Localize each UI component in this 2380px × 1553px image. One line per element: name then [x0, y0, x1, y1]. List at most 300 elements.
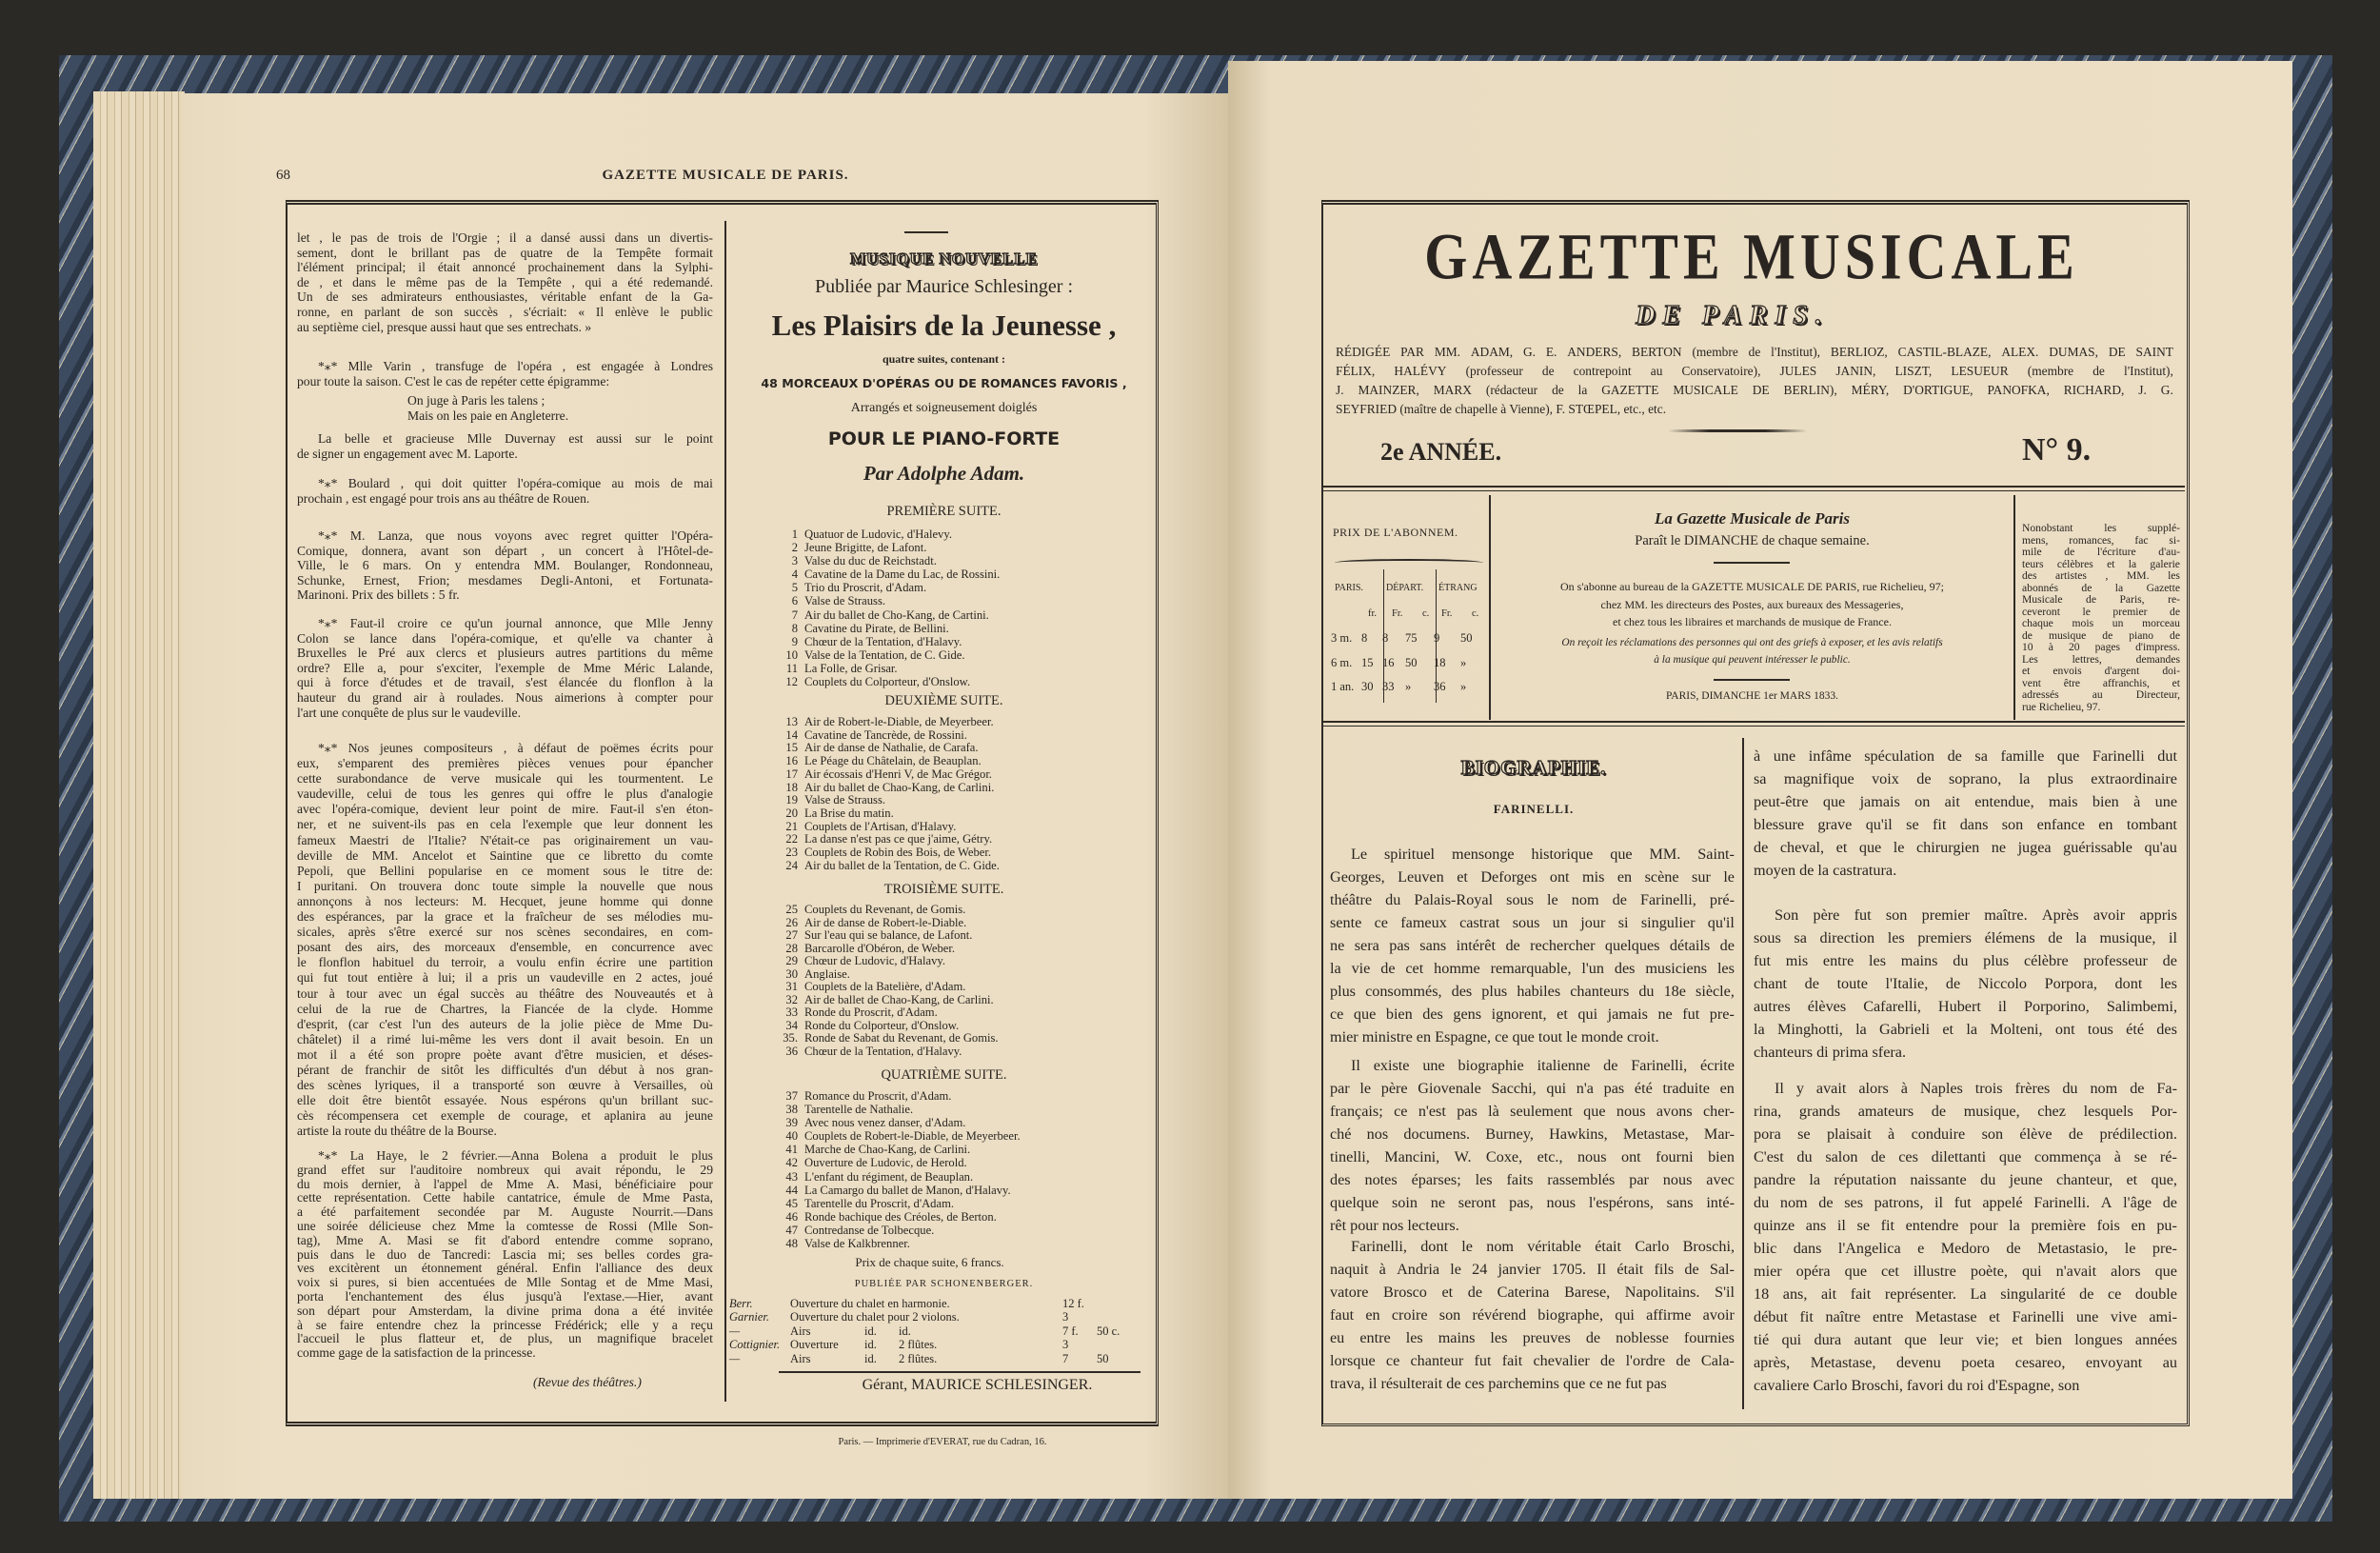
price-cell: 3 m.: [1331, 631, 1353, 645]
text-line: *⁎* Nos jeunes compositeurs , à défaut de poëmes écrits pour: [318, 741, 713, 755]
text-line: Marinoni. Prix des billets : 5 fr.: [297, 587, 460, 603]
text-line: mier opéra que cet illustre poète, qui n'avait alors que: [1754, 1263, 2177, 1280]
text-line: l'élément principal; il était annoncé prochainement dans la Sylphi-: [297, 260, 713, 275]
masthead-subtitle: DE PARIS.: [1636, 301, 1830, 330]
suite-list: [779, 716, 1150, 872]
list-item: [779, 860, 1150, 873]
bio-subject: FARINELLI.: [1493, 802, 1575, 816]
text-line: mot il a été son propre poète avant d'être musicien, et déses-: [297, 1046, 713, 1062]
suite-heading: DEUXIÈME SUITE.: [884, 693, 1003, 708]
column-header: DÉPART.: [1386, 583, 1424, 593]
price-cell: »: [1460, 656, 1467, 669]
list-item: [779, 917, 1150, 930]
text-line: à une infâme spéculation de sa famille que Farinelli dut: [1754, 747, 2177, 765]
list-item: [779, 1184, 1150, 1197]
column-header: ÉTRANG: [1438, 583, 1478, 593]
text-line: ordre? Elle a, pour s'exciter, l'exemple de Mme Méric Lalande,: [297, 660, 713, 675]
id2-cell: id.: [899, 1324, 911, 1338]
advert-publisher: Publiée par Maurice Schlesinger :: [814, 276, 1074, 297]
subscription-rule: [1323, 721, 2185, 727]
advert-contents: 48 MORCEAUX D'OPÉRAS OU DE ROMANCES FAVORIS ,: [761, 376, 1127, 390]
item-number: 5: [791, 581, 798, 595]
text-line: au septième ciel, presque aussi haut que ses entrechats. »: [297, 319, 592, 334]
list-item: [779, 581, 1150, 594]
list-item: [779, 904, 1150, 917]
bio-paragraph: [1330, 1235, 1735, 1395]
text-line: sente ce fameux castrat sous un jour si singulier qu'il: [1330, 914, 1735, 931]
price-cell: 12 f.: [1062, 1297, 1084, 1310]
text-line: Colon se lance dans l'opéra-comique, et qu'elle va chanter à: [297, 630, 713, 646]
work-cell: Ouverture du chalet en harmonie.: [790, 1297, 950, 1310]
list-item: [779, 782, 1150, 795]
price-cell: 3: [1062, 1310, 1069, 1324]
text-line: annonçons à nos lecteurs: M. Hecquet, jeune homme qui donne: [297, 893, 713, 908]
list-item: [779, 729, 1150, 743]
author-cell: Berr.: [729, 1297, 753, 1310]
text-line: tié qui dura autant que leur vie; et bien longues années: [1754, 1331, 2177, 1348]
list-item: [779, 594, 1150, 607]
price-cell: 6 m.: [1331, 656, 1353, 669]
price-cell: 18: [1434, 656, 1446, 669]
text-line: Il y avait alors à Naples trois frères du nom de Fa-: [1775, 1080, 2177, 1097]
suite-list: [779, 1089, 1150, 1250]
price-cell: 30: [1361, 680, 1374, 693]
price-cell: 7: [1062, 1352, 1069, 1365]
item-number: 39: [785, 1116, 798, 1130]
list-item: [779, 742, 1150, 755]
item-title: Valse du duc de Reichstadt.: [804, 554, 937, 568]
manager-signature: Gérant, MAURICE SCHLESINGER.: [862, 1377, 1093, 1393]
text-line: chanteurs di prima sfera.: [1754, 1044, 1907, 1061]
text-line: vatore Brosco et de Caterina Barese, Napolitains. S'il: [1330, 1284, 1735, 1301]
text-line: J. MAINZER, MARX (rédacteur de la GAZETTE MUSICALE DE BERLIN), MÉRY, D'ORTIGUE, PANOFKA, RICHARD, J. G.: [1336, 383, 2173, 397]
item-number: 9: [791, 634, 798, 648]
text-line: châtelet) il a rimé lui-même les vers dont il avait besoin. En un: [297, 1031, 713, 1046]
item-title: Marche de Chao-Kang, de Carlini.: [804, 1143, 971, 1157]
item-number: 40: [785, 1129, 798, 1144]
item-number: 25: [785, 903, 798, 916]
section-heading: BIOGRAPHIE.: [1460, 756, 1607, 779]
text-line: mier ministre en Espagne, ce que tout le monde croit.: [1330, 1028, 1659, 1045]
item-title: Avec nous venez danser, d'Adam.: [804, 1116, 966, 1130]
text-line: 18 ans, ait fait représenter. La singularité de ce double: [1754, 1285, 2177, 1303]
masthead-ornament: [1668, 429, 1807, 432]
item-title: Couplets de l'Artisan, d'Halavy.: [804, 819, 957, 833]
item-number: 33: [785, 1005, 798, 1019]
text-line: cès récompensera cet exemple de courage, et aplanira au jeune: [297, 1108, 713, 1124]
text-line: celui de la rue de Chartres, la Fiancée de la clyde. Homme: [297, 1001, 713, 1016]
cents-cell: 50 c.: [1097, 1324, 1121, 1338]
text-line: naquit à Andria le 24 janvier 1705. Il était fils de Sal-: [1330, 1261, 1735, 1278]
text-line: a été parfaitement secondée par M. Auguste Nourrit.—Dans: [297, 1205, 713, 1220]
item-title: Air de danse de Robert-le-Diable.: [804, 915, 967, 929]
text-line: hauteur du grand air à roulades. Nous aimerions à compter pour: [297, 689, 713, 705]
text-line: chez MM. les directeurs des Postes, aux bureaux des Messageries,: [1600, 597, 1904, 611]
price-cell: 33: [1382, 680, 1395, 693]
list-item: [779, 1116, 1150, 1129]
text-line: de musique de piano de: [2022, 628, 2180, 642]
suite-heading: TROISIÈME SUITE.: [883, 882, 1004, 897]
list-item: [779, 635, 1150, 648]
text-line: Le spirituel mensonge historique que MM. Saint-: [1351, 846, 1735, 863]
item-title: Chœur de Ludovic, d'Halavy.: [804, 954, 945, 967]
item-number: 34: [785, 1018, 798, 1032]
price-note: Prix de chaque suite, 6 francs.: [855, 1255, 1004, 1269]
advert-instrument: POUR LE PIANO-FORTE: [827, 428, 1061, 449]
page-stack-edge: [93, 91, 185, 1499]
text-line: le flonflon habituel du terroir, a voulu enfin écrire une partition: [297, 955, 713, 970]
text-line: l'art une conquête de plus sur le vaudeville.: [297, 705, 521, 720]
advert-top-rule: [904, 231, 948, 233]
item-title: Cavatine de Tancrède, de Rossini.: [804, 727, 967, 742]
text-line: quelque soin ne seront pas, nous l'espérons, sans inté-: [1330, 1194, 1735, 1211]
item-title: Air de danse de Nathalie, de Carafa.: [804, 741, 979, 755]
item-number: 46: [785, 1209, 798, 1224]
text-line: ves excitèrent un étonnement général. Enfin l'alliance des deux: [297, 1261, 713, 1276]
text-line: Georges, Leuven et Deforges ont mis en scène sur le: [1330, 868, 1735, 886]
item-number: 6: [791, 594, 798, 608]
notice-ornament: [1714, 562, 1790, 564]
list-item: [779, 1129, 1150, 1143]
item-number: 30: [785, 966, 798, 981]
price-cell: 16: [1382, 656, 1395, 669]
suite-list: [779, 904, 1150, 1058]
news-paragraph: [297, 476, 713, 506]
text-line: sement, dont le brillant pas de quatre de la Tempête formait: [297, 245, 713, 260]
text-line: RÉDIGÉE PAR MM. ADAM, G. E. ANDERS, BERTON (membre de l'Institut), BERLIOZ, CASTIL-BLAZE, ALEX. DUMAS, DE SAINT: [1336, 345, 2173, 359]
list-item: [779, 1170, 1150, 1184]
table-row: [729, 1310, 1148, 1324]
item-title: Quatuor de Ludovic, d'Halevy.: [804, 528, 952, 541]
list-item: [779, 929, 1150, 943]
item-title: Couplets du Colporteur, d'Onslow.: [804, 675, 971, 689]
text-line: prochain , est engagé pour trois ans au théâtre de Rouen.: [297, 490, 590, 506]
item-title: Tarentelle du Proscrit, d'Adam.: [804, 1196, 955, 1210]
text-line: qui à force d'études et de travail, s'est élancée du flonflon à la: [297, 675, 713, 690]
price-cell: 7 f.: [1062, 1324, 1079, 1338]
id2-cell: 2 flûtes.: [899, 1352, 938, 1365]
list-item: [779, 528, 1150, 541]
text-line: rina, grands amateurs de musique, chez lesquels Por-: [1754, 1103, 2177, 1120]
editors-list: [1336, 343, 2173, 419]
item-number: 7: [791, 607, 798, 622]
table-row: [1331, 631, 1487, 647]
item-title: La Camargo du ballet de Manon, d'Halavy.: [804, 1183, 1011, 1197]
author-cell: —: [729, 1324, 741, 1338]
text-line: une soirée délicieuse chez Mme la comtesse de Rossi (Mlle Son-: [297, 1218, 713, 1233]
list-item: [779, 1006, 1150, 1020]
price-cell: 36: [1434, 680, 1446, 693]
item-title: Air écossais d'Henri V, de Mac Grégor.: [804, 767, 992, 781]
text-line: plus consommés, des plus habiles chanteurs du 18e siècle,: [1330, 983, 1735, 1000]
list-item: [779, 608, 1150, 622]
text-line: Farinelli, dont le nom véritable était Carlo Broschi,: [1351, 1238, 1735, 1255]
side-note: [2022, 523, 2180, 713]
item-number: 29: [785, 954, 798, 967]
item-title: Cavatine de la Dame du Lac, de Rossini.: [804, 567, 1001, 582]
text-line: Son père fut son premier maître. Après avoir appris: [1775, 906, 2177, 924]
item-number: 44: [785, 1183, 798, 1197]
text-line: adressés au Directeur,: [2022, 688, 2180, 701]
item-number: 32: [785, 992, 798, 1006]
text-line: ne sera pas sans intérêt de rechercher quelques détails de: [1330, 937, 1735, 954]
item-number: 43: [785, 1169, 798, 1184]
text-line: tinelli, Mancini, W. Coxe, etc., nous ont fourni bien: [1330, 1148, 1735, 1165]
text-line: vent être affranchis, et: [2022, 676, 2180, 689]
item-title: Air du ballet de Chao-Kang, de Carlini.: [804, 780, 995, 794]
masthead-rule: [1323, 486, 2185, 491]
text-line: I puritani. On trouvera donc toute simple la nouvelle que nous: [297, 878, 713, 893]
id1-cell: id.: [864, 1338, 877, 1351]
advert-bottom-rule: [779, 1371, 1140, 1373]
bio-paragraph: [1330, 1054, 1735, 1237]
id1-cell: id.: [864, 1352, 877, 1365]
imprint: Paris. — Imprimerie d'EVERAT, rue du Cadran, 16.: [838, 1437, 1047, 1447]
text-line: Il existe une biographie italienne de Farinelli, écrite: [1351, 1057, 1735, 1074]
list-item: [779, 716, 1150, 729]
text-line: lorsque ce chanteur fut fait chevalier de l'ordre de Cala-: [1330, 1352, 1735, 1369]
text-line: elle doit être bientôt essayée. Nous espérons qu'un brillant suc-: [297, 1093, 713, 1108]
text-line: des artistes , MM. les: [2022, 569, 2180, 582]
column-divider: [724, 221, 726, 1402]
item-number: 28: [785, 941, 798, 955]
item-title: Ronde du Colporteur, d'Onslow.: [804, 1018, 960, 1032]
news-paragraph: [297, 230, 713, 334]
list-item: [779, 994, 1150, 1007]
list-item: [779, 968, 1150, 982]
suite-heading: QUATRIÈME SUITE.: [881, 1067, 1007, 1083]
item-number: 35.: [783, 1031, 798, 1045]
item-number: 4: [791, 567, 798, 582]
notice-schedule: Paraît le DIMANCHE de chaque semaine.: [1635, 533, 1870, 548]
text-line: trava, il résulterait de ces parchemins que ce ne fut pas: [1330, 1375, 1667, 1392]
news-paragraph: [297, 1149, 713, 1361]
item-title: Air du ballet de la Tentation, de C. Gide.: [804, 858, 1000, 872]
page-number: 68: [276, 168, 290, 183]
item-number: 14: [785, 727, 798, 742]
item-number: 2: [791, 541, 798, 555]
price-cell: 50: [1460, 631, 1473, 645]
list-item: [779, 807, 1150, 821]
text-line: vaudeville, celui de tous les genres qui offre le plus d'analogie: [297, 786, 713, 802]
text-line: Comique, donnera, avant son départ , un concert à l'Hôtel-de-: [297, 543, 713, 558]
item-title: Sur l'eau qui se balance, de Lafont.: [804, 928, 973, 942]
news-paragraph: [297, 359, 713, 388]
text-line: Musicale de Paris, re-: [2022, 593, 2180, 606]
text-line: et chez tous les libraires et marchands de musique de France.: [1613, 615, 1892, 628]
text-line: On reçoit les réclamations des personnes qui ont des griefs à exposer, et les avis relatifs: [1561, 637, 1943, 648]
text-line: rêt pour nos lecteurs.: [1330, 1217, 1459, 1234]
item-number: 37: [785, 1089, 798, 1103]
text-line: grand effet sur l'auditoire nombreux qui avait répondu, le 29: [297, 1162, 713, 1177]
item-title: Barcarolle d'Obéron, de Weber.: [804, 941, 956, 955]
item-number: 18: [785, 780, 798, 794]
list-item: [779, 821, 1150, 834]
dateline: PARIS, DIMANCHE 1er MARS 1833.: [1665, 690, 1839, 702]
item-number: 11: [785, 661, 798, 675]
item-number: 24: [785, 858, 798, 872]
item-title: Valse de la Tentation, de C. Gide.: [804, 647, 965, 662]
text-line: des espérances, par la grace et la fraîcheur de ses mélodies mu-: [297, 909, 713, 925]
author-cell: Cottignier.: [729, 1338, 781, 1351]
item-number: 16: [785, 754, 798, 768]
item-number: 1: [791, 528, 798, 541]
table-row: [729, 1324, 1148, 1338]
text-line: cette surabondance de verve musicale qui les tourmentent. Le: [297, 771, 713, 786]
advert-title: Les Plaisirs de la Jeunesse ,: [771, 309, 1117, 342]
item-title: Ronde du Proscrit, d'Adam.: [804, 1005, 938, 1019]
list-item: [779, 981, 1150, 994]
text-line: cavaliere Carlo Broschi, favori du roi d'Espagne, son: [1754, 1377, 2080, 1394]
text-line: Nonobstant les supplé-: [2022, 522, 2180, 534]
text-line: fameux Maestri de l'Italie? N'était-ce pas originairement un vau-: [297, 832, 713, 847]
text-line: des scènes lyriques, il a transporté son œuvre à Versailles, où: [297, 1078, 713, 1093]
text-line: peut-être que jamais on ait entendue, mais bien à une: [1754, 793, 2177, 810]
item-number: 22: [785, 832, 798, 846]
text-line: posant des airs, des morceaux d'ensemble, en concurrence avec: [297, 940, 713, 955]
item-title: Romance du Proscrit, d'Adam.: [804, 1089, 952, 1103]
table-row: [729, 1338, 1148, 1351]
item-number: 45: [785, 1196, 798, 1210]
unit-label: fr.: [1368, 608, 1378, 619]
price-cell: 1 an.: [1331, 680, 1355, 693]
text-line: *⁎* Faut-il croire ce qu'un journal annonce, que Mlle Jenny: [318, 616, 713, 630]
year-label: 2e ANNÉE.: [1380, 438, 1502, 466]
list-item: [779, 1103, 1150, 1116]
item-title: La Folle, de Grisar.: [804, 661, 898, 675]
item-title: Chœur de la Tentation, d'Halavy.: [804, 634, 962, 648]
text-line: tag), Mme A. Masi se fit d'abord entendre comme soprano,: [297, 1232, 713, 1247]
text-line: et envois d'argent doi-: [2022, 665, 2180, 677]
text-line: Pepoli, que Bellini popularise en ce moment sous le titre de:: [297, 863, 713, 878]
text-line: à se faire entendre chez la princesse Frédérick; elle y a reçu: [297, 1317, 713, 1332]
text-line: let , le pas de trois de l'Orgie ; il a dansé aussi dans un divertis-: [297, 230, 713, 245]
text-line: *⁎* Boulard , qui doit quitter l'opéra-comique au mois de mai: [318, 476, 713, 490]
news-paragraph: [297, 741, 713, 1139]
text-line: Un de ses admirateurs enthousiastes, véritable enfant de la Ga-: [297, 289, 713, 305]
subscription-divider: [2013, 495, 2015, 720]
list-item: [779, 1020, 1150, 1033]
text-line: abonnés de la Gazette: [2022, 581, 2180, 594]
list-item: [779, 648, 1150, 662]
list-item: [779, 943, 1150, 956]
text-line: à la musique qui peuvent intéresser le public.: [1654, 654, 1851, 666]
text-line: comme gage de la satisfaction de la princesse.: [297, 1345, 536, 1361]
item-title: Couplets de la Batelière, d'Adam.: [804, 980, 966, 993]
list-item: [779, 846, 1150, 860]
text-line: de cheval, et que le chirurgien ne jugea guérissable qu'au: [1754, 839, 2177, 856]
text-line: On s'abonne au bureau de la GAZETTE MUSICALE DE PARIS, rue Richelieu, 97;: [1560, 580, 1944, 593]
text-line: français; ce n'est pas là seulement que nous avons cher-: [1330, 1103, 1735, 1120]
text-line: *⁎* Mlle Varin , transfuge de l'opéra , est engagée à Londres: [318, 359, 713, 373]
price-cell: 9: [1434, 631, 1440, 645]
item-title: Valse de Kalkbrenner.: [804, 1237, 910, 1251]
list-item: [779, 541, 1150, 554]
item-title: Jeune Brigitte, de Lafont.: [804, 541, 927, 555]
item-title: Contredanse de Tolbecque.: [804, 1223, 935, 1237]
list-item: [779, 1156, 1150, 1169]
text-line: *⁎* La Haye, le 2 février.—Anna Bolena a produit le plus: [318, 1148, 713, 1163]
id2-cell: 2 flûtes.: [899, 1338, 938, 1351]
text-line: sous sa direction les premiers élémens de la musique, il: [1754, 929, 2177, 946]
text-line: artiste la route du théâtre de la Bourse.: [297, 1124, 497, 1139]
price-cell: 75: [1405, 631, 1418, 645]
text-line: ner, et ne suivent-ils pas en cela l'exemple que leur donnent les: [297, 817, 713, 832]
item-title: Valse de Strauss.: [804, 594, 885, 608]
item-number: 23: [785, 846, 798, 860]
text-line: par le père Giovenale Sacchi, qui n'a pas été traduite en: [1330, 1080, 1735, 1097]
item-title: Ronde bachique des Créoles, de Berton.: [804, 1209, 997, 1224]
news-paragraph: [297, 431, 713, 461]
list-item: [779, 1197, 1150, 1210]
text-line: qui fut tout entière à lui; il a pris un vaudeville en 2 actes, joué: [297, 970, 713, 986]
text-line: SEYFRIED (maître de chapelle à Vienne), F. STŒPEL, etc., etc.: [1336, 402, 1667, 416]
table-row: [729, 1352, 1148, 1365]
item-number: 21: [785, 819, 798, 833]
item-number: 38: [785, 1103, 798, 1117]
text-line: pora se plaisait à conduire son élève de prédilection.: [1754, 1125, 2177, 1143]
table-row: [1331, 680, 1487, 695]
advert-arranged: Arrangés et soigneusement doiglés: [850, 401, 1038, 415]
masthead-title: GAZETTE MUSICALE: [1424, 220, 2079, 293]
price-cell: 8: [1382, 631, 1389, 645]
item-title: Couplets de Robin des Bois, de Weber.: [804, 846, 992, 860]
item-title: Air de Robert-le-Diable, de Meyerbeer.: [804, 715, 994, 728]
id1-cell: id.: [864, 1324, 877, 1338]
text-line: blessure grave qu'il se fit dans son enfance en tombant: [1754, 816, 2177, 833]
item-title: Air du ballet de Cho-Kang, de Cartini.: [804, 607, 989, 622]
item-title: La Brise du matin.: [804, 806, 894, 820]
item-number: 41: [785, 1143, 798, 1157]
text-line: début fit naître entre Metastase et Farinelli une vive ami-: [1754, 1308, 2177, 1325]
price-cell: 3: [1062, 1338, 1069, 1351]
text-line: ché nos documens. Burney, Hawkins, Metastase, Mar-: [1330, 1125, 1735, 1143]
item-title: La danse n'est pas ce que j'aime, Gétry.: [804, 832, 993, 846]
text-line: eux, s'emparent des premières pièces venues pour épancher: [297, 756, 713, 771]
item-title: Ouverture de Ludovic, de Herold.: [804, 1156, 967, 1170]
text-line: faut en croire son révérend biographe, qui affirme avoir: [1330, 1306, 1735, 1324]
text-line: mens, romances, fac si-: [2022, 533, 2180, 547]
text-line: cette représentation. Cette habile cantatrice, émule de Mme Pasta,: [297, 1190, 713, 1205]
text-line: de , et dans le même pas de la Tempête , qui a été redemandé.: [297, 274, 713, 289]
item-number: 27: [785, 928, 798, 942]
list-item: [779, 662, 1150, 675]
price-cell: 8: [1361, 631, 1368, 645]
text-line: moyen de la castratura.: [1754, 862, 1897, 879]
text-line: théâtre du Palais-Royal sous le nom de Farinelli, pré-: [1330, 891, 1735, 908]
list-item: [779, 1237, 1150, 1250]
work-cell: Airs: [790, 1324, 811, 1338]
item-title: Le Péage du Châtelain, de Beauplan.: [804, 754, 982, 768]
list-item: [779, 1210, 1150, 1224]
epigram-verse: [407, 393, 693, 423]
work-cell: Airs: [790, 1352, 811, 1365]
text-line: chant de toute l'Italie, de Niccolo Porpora, dont les: [1754, 975, 2177, 992]
list-item: [779, 833, 1150, 846]
schonenberger-heading: PUBLIÉE PAR SCHONENBERGER.: [854, 1279, 1034, 1289]
text-line: La belle et gracieuse Mlle Duvernay est aussi sur le point: [318, 431, 713, 446]
text-line: ceveront le premier de: [2022, 605, 2180, 618]
bio-column-divider: [1742, 738, 1744, 1409]
item-number: 13: [785, 715, 798, 728]
text-line: mile de l'écriture d'au-: [2022, 546, 2180, 558]
text-line: Schunke, Ernest, Frion; mesdames Degli-Antoni, et Fortunata-: [297, 572, 713, 587]
text-line: Les lettres, demandes: [2022, 652, 2180, 666]
text-line: FÉLIX, HALÉVY (professeur de contrepoint au Conservatoire), JULES JANIN, LISZT, LESUEUR (membre de l'Institut),: [1336, 364, 2173, 378]
notice-italic-lines: [1491, 634, 2013, 668]
item-number: 36: [785, 1044, 798, 1058]
text-line: sicales, après s'être exercé sur nos scènes secondaires, en com-: [297, 925, 713, 940]
